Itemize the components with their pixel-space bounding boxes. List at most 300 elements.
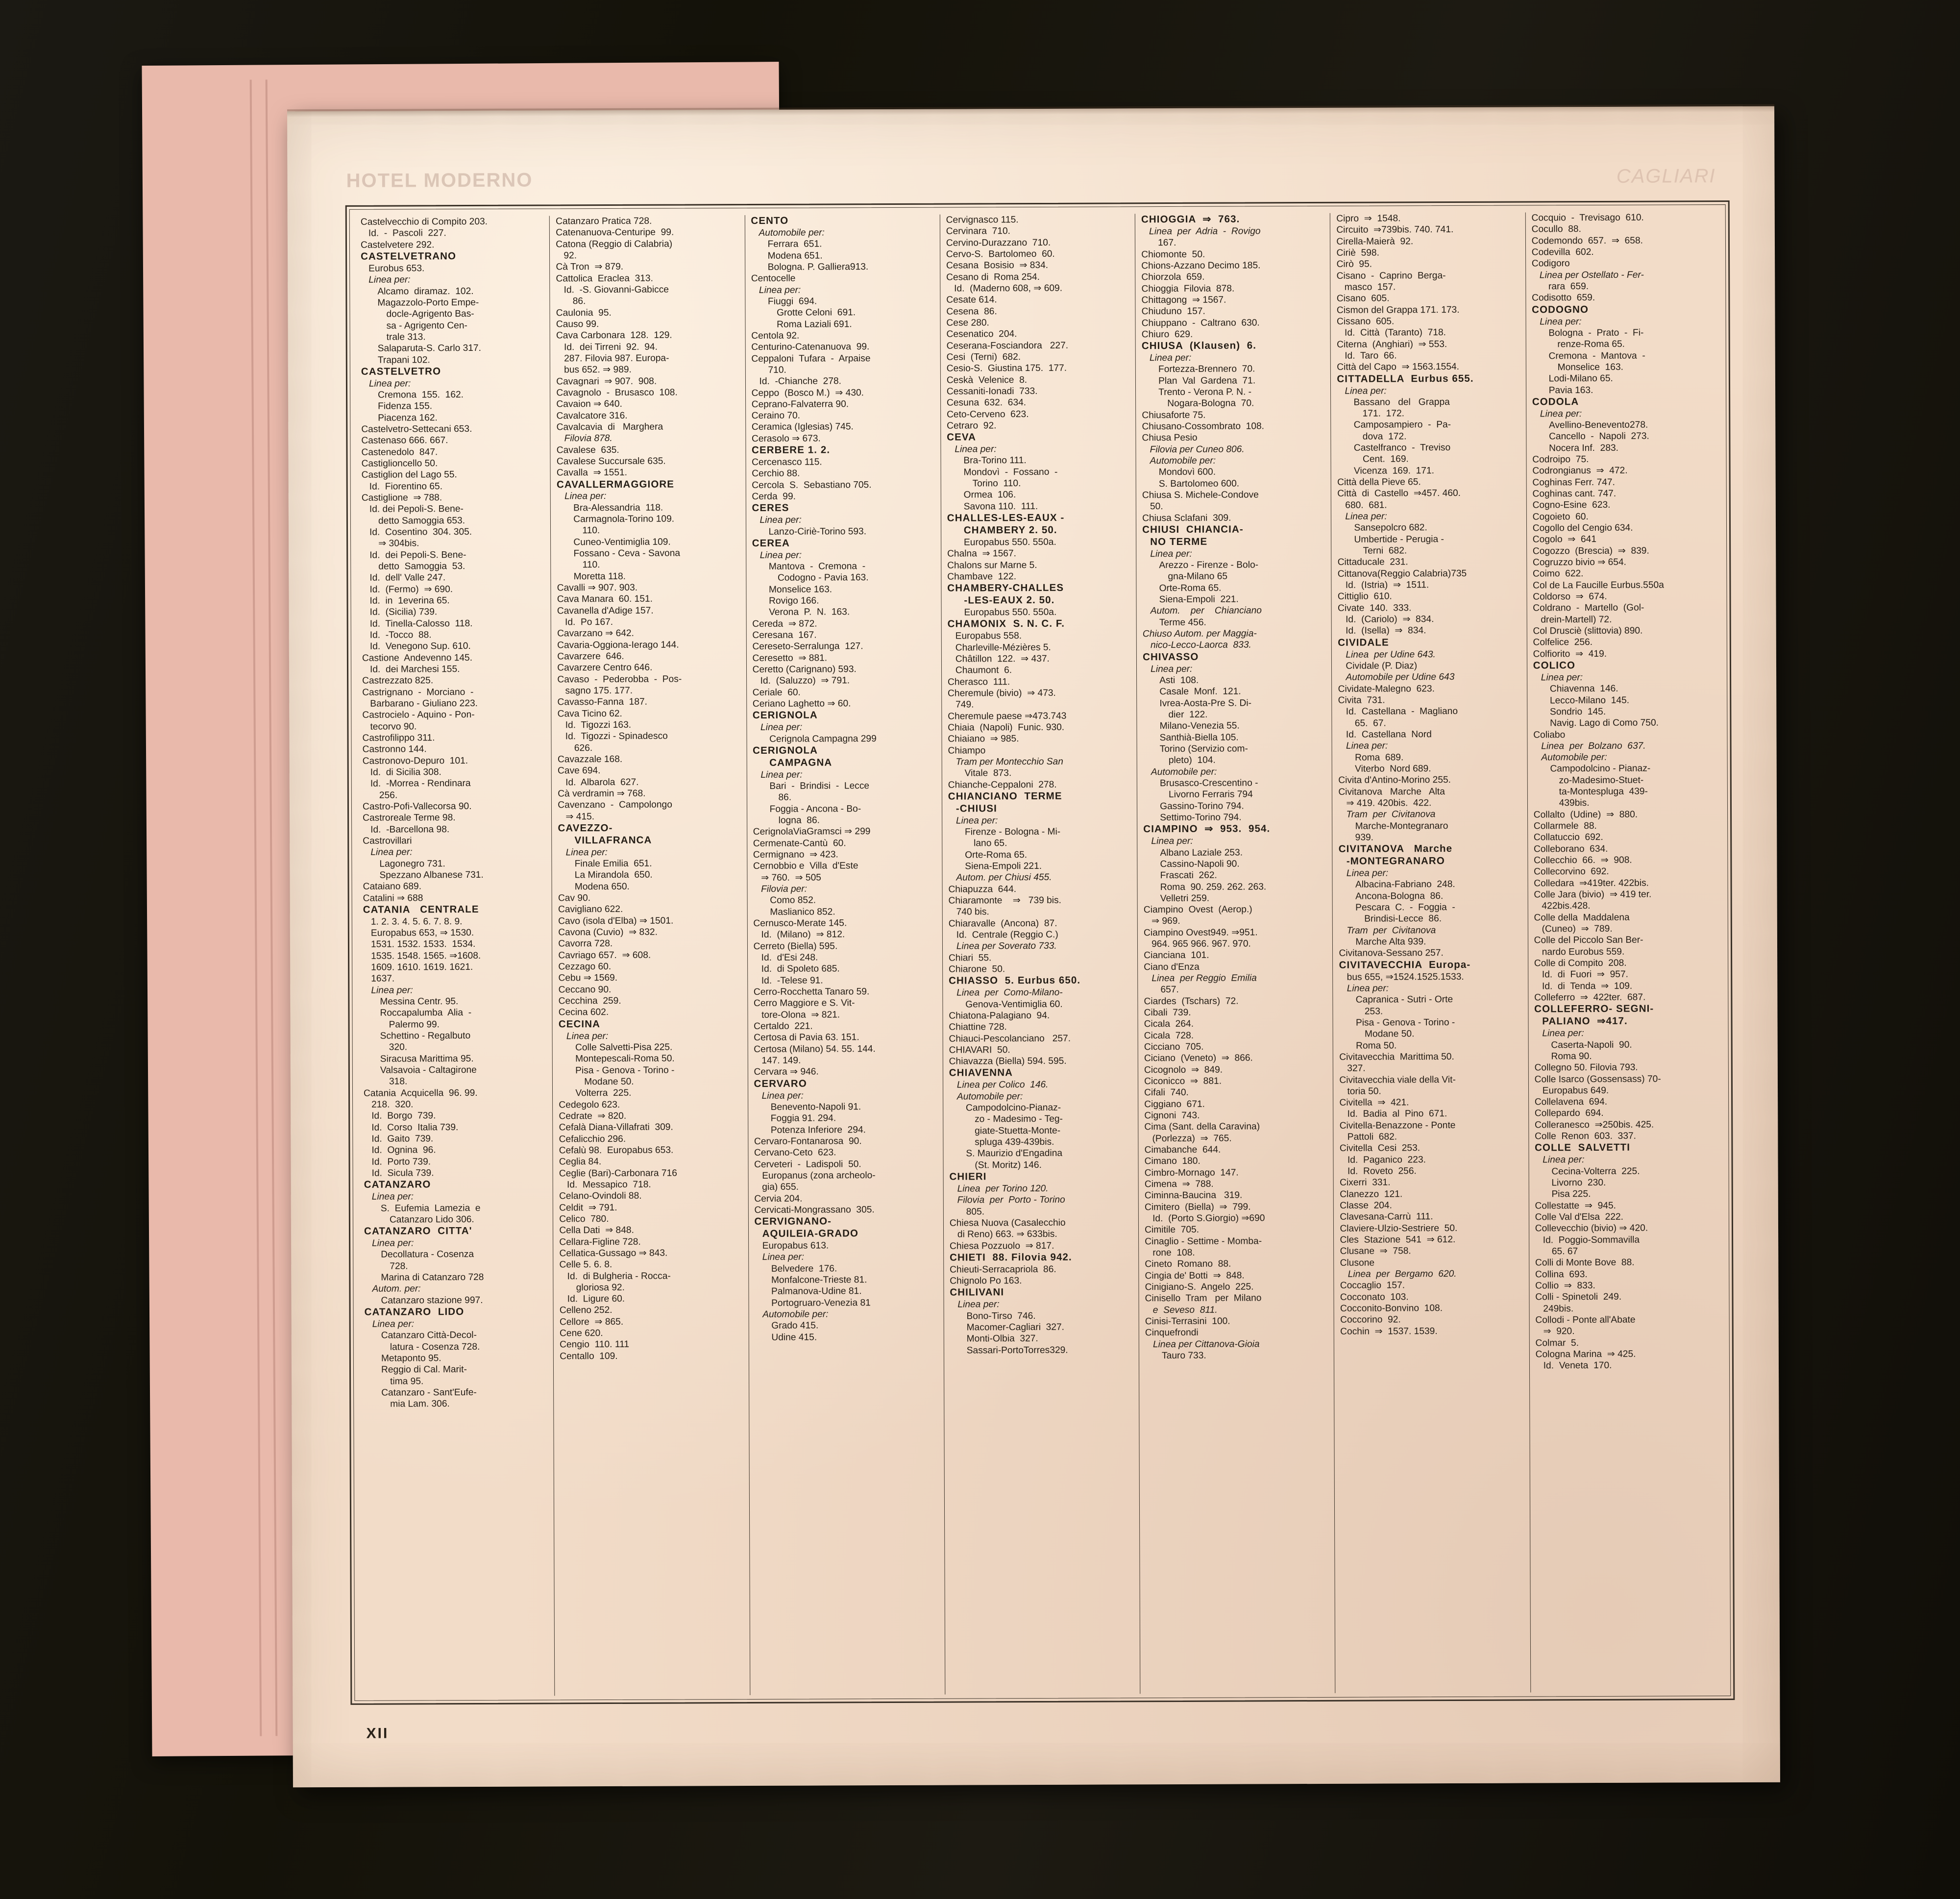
index-entry: Città del Capo ⇒ 1563.1554.: [1337, 362, 1460, 373]
index-entry: Automobile per Udine 643: [1346, 672, 1455, 683]
index-entry: Metaponto 95.: [381, 1353, 441, 1364]
index-entry: Castronovo-Depuro 101.: [362, 755, 468, 766]
index-entry: CITTADELLA Eurbus 655.: [1337, 372, 1474, 385]
index-entry: Chiapuzza 644.: [948, 884, 1017, 895]
index-entry: Palmanova-Udine 81.: [771, 1286, 862, 1297]
index-entry: spluga 439-439bis.: [975, 1136, 1054, 1148]
index-entry: ⇒ 969.: [1151, 916, 1180, 927]
index-entry: CHAMBERY-CHALLES: [947, 582, 1064, 594]
index-entry: Cezzago 60.: [558, 962, 612, 972]
index-entry: Colleborano 634.: [1533, 843, 1608, 855]
index-entry: Linea per:: [1540, 316, 1582, 327]
index-entry: 439bis.: [1559, 798, 1590, 809]
index-entry: 86.: [778, 792, 792, 803]
index-entry: Clanezzo 121.: [1340, 1189, 1403, 1200]
index-entry: Modane 50.: [1364, 1029, 1415, 1039]
index-entry: Codevilla 602.: [1531, 247, 1594, 258]
index-entry: Cavarzano ⇒ 642.: [557, 628, 634, 639]
index-entry: Cereseto-Serralunga 127.: [752, 641, 863, 652]
index-entry: Lanzo-Ciriè-Torino 593.: [768, 526, 867, 537]
index-entry: Cellara-Figline 728.: [559, 1236, 641, 1247]
index-entry: tima 95.: [390, 1376, 424, 1387]
index-entry: Chalna ⇒ 1567.: [947, 548, 1016, 559]
index-entry: Genova-Ventimiglia 60.: [965, 999, 1063, 1010]
index-entry: Udine 415.: [771, 1332, 817, 1343]
index-entry: Coliabo: [1533, 729, 1566, 740]
index-entry: Europabus 613.: [762, 1240, 829, 1251]
index-entry: Cà verdramin ⇒ 768.: [558, 788, 646, 799]
index-entry: Cerro Maggiore e S. Vit-: [753, 998, 855, 1009]
index-entry: Ceramica (Iglesias) 745.: [751, 421, 854, 433]
index-entry: 740 bis.: [956, 907, 989, 917]
index-entry: Capranica - Sutri - Orte: [1355, 994, 1453, 1005]
index-entry: Cocquio - Trevisago 610.: [1531, 212, 1644, 223]
index-entry: Cervara ⇒ 946.: [754, 1066, 819, 1078]
index-entry: Clusone: [1340, 1258, 1375, 1268]
index-entry: Id. -Barcellona 98.: [370, 824, 450, 835]
index-entry: Trento - Verona P. N. -: [1158, 387, 1252, 398]
index-entry: (St. Moritz) 146.: [975, 1159, 1042, 1171]
index-entry: Ceprano-Falvaterra 90.: [751, 399, 849, 410]
index-entry: Id. Tigozzi 163.: [565, 719, 632, 731]
index-entry: Europabus 558.: [955, 631, 1022, 641]
index-entry: Coghinas cant. 747.: [1532, 488, 1617, 499]
index-entry: Cermignano ⇒ 423.: [753, 849, 838, 861]
index-entry: Linea per:: [368, 378, 411, 389]
index-entry: Cetraro 92.: [947, 420, 997, 431]
index-entry: 253.: [1364, 1006, 1383, 1017]
index-entry: Linea per:: [1543, 1155, 1585, 1165]
index-entry: Id. dei Pepoli-S. Bene-: [369, 504, 464, 515]
index-entry: Chiaiano ⇒ 985.: [948, 734, 1019, 744]
index-entry: Cavalese 635.: [556, 444, 619, 455]
index-entry: Cavaria-Oggiona-Ierago 144.: [557, 640, 679, 651]
index-entry: Collegno 50. Filovia 793.: [1534, 1062, 1638, 1073]
index-entry: Cittanova(Reggio Calabria)735: [1337, 568, 1467, 579]
index-entry: 964. 965 966. 967. 970.: [1152, 938, 1251, 950]
index-entry: Linea per:: [760, 722, 803, 733]
page-number: XII: [366, 1725, 389, 1742]
index-entry: Certosa (Milano) 54. 55. 144.: [754, 1043, 876, 1055]
index-entry: Ceskà Velenice 8.: [946, 374, 1028, 386]
index-entry: Cimitero (Biella) ⇒ 799.: [1144, 1202, 1251, 1212]
index-entry: docle-Agrigento Bas-: [386, 309, 474, 320]
index-entry: Id. Centrale (Reggio C.): [956, 929, 1058, 940]
index-entry: Id. -Telese 91.: [761, 975, 823, 986]
index-entry: Pescara C. - Foggia -: [1355, 902, 1455, 913]
index-entry: Cavarzere 646.: [557, 651, 624, 662]
index-entry: Certaldo 221.: [754, 1021, 813, 1032]
index-entry: CHIAVENNA: [949, 1067, 1013, 1079]
index-entry: 680. 681.: [1345, 500, 1387, 511]
index-entry: Cefalà Diana-Villafrati 309.: [559, 1122, 673, 1133]
index-entry: Cavagnolo - Brusasco 108.: [556, 387, 678, 398]
index-entry: Id. Castellana - Magliano: [1346, 706, 1458, 717]
index-entry: Cignoni 743.: [1144, 1110, 1200, 1121]
index-entry: Id. Sicula 739.: [371, 1168, 434, 1179]
index-entry: Colleferro ⇒ 422ter. 687.: [1534, 992, 1646, 1003]
index-entry: Id. Venegono Sup. 610.: [369, 641, 471, 652]
index-entry: Linea per Adria - Rovigo: [1149, 226, 1261, 237]
index-entry: Cavalese Succursale 635.: [556, 456, 666, 467]
index-entry: Pisa - Genova - Torino -: [575, 1065, 675, 1076]
index-entry: Filovia 878.: [564, 433, 612, 444]
index-entry: Linea per:: [1540, 408, 1582, 419]
index-entry: Alcamo diramaz. 102.: [377, 286, 474, 297]
index-entry: Como 852.: [770, 895, 816, 906]
index-entry: Moretta 118.: [573, 571, 626, 582]
index-entry: Linea per:: [760, 769, 803, 780]
index-entry: Civate 140. 333.: [1337, 603, 1412, 614]
index-entry: Cipro ⇒ 1548.: [1336, 213, 1401, 224]
index-entry: Id. (Istria) ⇒ 1511.: [1345, 580, 1429, 591]
index-entry: CODOGNO: [1532, 303, 1589, 316]
index-entry: Causo 99.: [556, 319, 599, 330]
index-entry: Cimbro-Mornago 147.: [1144, 1167, 1239, 1178]
index-entry: Linea per:: [368, 274, 411, 285]
index-entry: Ciciano (Veneto) ⇒ 866.: [1144, 1053, 1253, 1064]
index-entry: Linea per:: [760, 550, 802, 561]
index-entry: Cimano 180.: [1144, 1156, 1200, 1167]
index-entry: Cogoieto 60.: [1532, 511, 1589, 522]
index-entry: Linea per:: [761, 1090, 804, 1101]
index-entry: -CHIUSI: [956, 803, 997, 814]
index-entry: Linea per:: [1542, 1028, 1584, 1039]
index-entry: Chiuppano - Caltrano 630.: [1141, 317, 1260, 328]
index-entry: Linea per:: [1151, 664, 1193, 674]
index-entry: Roccapalumba Alia -: [380, 1008, 472, 1019]
index-entry: Colle della Maddalena: [1534, 912, 1630, 923]
index-entry: Civita 731.: [1338, 695, 1385, 706]
index-entry: Linea per:: [1345, 385, 1387, 396]
index-entry: Avellino-Benevento278.: [1548, 419, 1648, 431]
index-entry: Civitavecchia Marittima 50.: [1339, 1051, 1454, 1062]
index-entry: Châtillon 122. ⇒ 437.: [955, 653, 1050, 665]
index-entry: Cefalicchio 296.: [559, 1134, 626, 1144]
index-entry: Castrofilippo 311.: [362, 733, 435, 743]
index-entry: 626.: [574, 742, 593, 753]
index-entry: Id. di Sicilia 308.: [370, 767, 441, 778]
index-entry: Santhià-Biella 105.: [1159, 732, 1239, 743]
index-entry: Ceresetto ⇒ 881.: [752, 653, 828, 664]
index-entry: CHIUSI CHIANCIA-: [1142, 523, 1244, 536]
index-entry: Tram per Civitanova: [1347, 925, 1436, 936]
index-entry: CHIETI 88. Filovia 942.: [950, 1251, 1072, 1263]
index-entry: Cinigiano-S. Angelo 225.: [1145, 1282, 1254, 1293]
index-entry: Ormea 106.: [963, 490, 1016, 500]
index-entry: Cinisello Tram per Milano: [1145, 1293, 1262, 1304]
index-entry: Albacina-Fabriano 248.: [1355, 879, 1455, 890]
index-entry: Cercenasco 115.: [752, 457, 822, 468]
index-entry: Cinisi-Terrasini 100.: [1145, 1316, 1230, 1327]
index-entry: Pattoli 682.: [1347, 1132, 1397, 1142]
index-entry: CHIANCIANO TERME: [948, 790, 1062, 802]
index-entry: Reggio di Cal. Marit-: [381, 1364, 467, 1375]
index-entry: Europabus 550. 550a.: [964, 607, 1057, 618]
index-entry: Pisa 225.: [1551, 1189, 1591, 1200]
index-entry: Id. dei Pepoli-S. Bene-: [369, 549, 466, 561]
index-entry: CHIAVARI 50.: [949, 1044, 1010, 1056]
index-entry: Cesate 614.: [946, 295, 997, 305]
index-entry: Codrongianus ⇒ 472.: [1532, 466, 1628, 476]
index-entry: giate-Stuetta-Monte-: [975, 1125, 1061, 1136]
index-entry: Linea per Udine 643.: [1346, 649, 1436, 660]
index-entry: Celdit ⇒ 791.: [559, 1202, 617, 1213]
index-entry: Chiavenna 146.: [1549, 684, 1618, 694]
index-entry: Cecchina 259.: [558, 995, 621, 1007]
index-entry: masco 157.: [1344, 282, 1396, 293]
index-entry: Cercola S. Sebastiano 705.: [752, 479, 872, 491]
index-entry: Linea per Ostellato - Fer-: [1539, 270, 1644, 281]
index-entry: Cedrate ⇒ 820.: [559, 1110, 627, 1122]
index-entry: Automobile per:: [956, 1091, 1023, 1102]
index-entry: Castiglion del Lago 55.: [361, 469, 457, 481]
index-entry: di Reno) 663. ⇒ 633bis.: [957, 1229, 1057, 1240]
index-entry: CIAMPINO ⇒ 953. 954.: [1143, 823, 1271, 835]
index-entry: Cremona 155. 162.: [378, 390, 464, 400]
index-entry: Castenaso 666. 667.: [361, 435, 448, 446]
index-entry: Ceriale 60.: [752, 687, 801, 698]
index-entry: Cavalcatore 316.: [556, 410, 628, 421]
index-entry: Coccaglio 157.: [1340, 1280, 1405, 1291]
index-entry: Cessaniti-Ionadi 733.: [946, 386, 1038, 397]
index-entry: Colledara ⇒419ter. 422bis.: [1534, 878, 1649, 889]
index-entry: Modena 650.: [574, 881, 630, 892]
index-entry: Tram per Civitanova: [1346, 809, 1436, 820]
index-entry: Cancello - Napoli 273.: [1549, 431, 1649, 442]
index-entry: Cavigliano 622.: [558, 904, 623, 915]
index-entry: Cirella-Maierà 92.: [1336, 236, 1414, 247]
index-entry: Ceriano Laghetto ⇒ 60.: [752, 698, 851, 710]
index-entry: La Mirandola 650.: [574, 870, 653, 881]
index-entry: Castrovillari: [363, 836, 412, 846]
index-entry: Col de La Faucille Eurbus.550a: [1533, 580, 1664, 591]
index-entry: Brindisi-Lecce 86.: [1364, 913, 1442, 924]
index-entry: Chiusa S. Michele-Condove: [1142, 490, 1259, 501]
index-entry: Collodi - Ponte all'Abate: [1535, 1314, 1636, 1326]
index-entry: Centocelle: [751, 273, 796, 284]
index-entry: CAVEZZO-: [558, 822, 613, 834]
index-entry: Id. - Pascoli 227.: [368, 228, 446, 239]
index-entry: Europanus (zona archeolo-: [762, 1170, 876, 1181]
index-entry: Coccorino 92.: [1340, 1314, 1401, 1326]
index-entry: Cereda ⇒ 872.: [752, 618, 817, 629]
index-entry: COLLEFERRO- SEGNI-: [1534, 1003, 1654, 1015]
index-entry: Foggia - Ancona - Bo-: [769, 804, 861, 814]
index-entry: 65. 67.: [1354, 718, 1386, 729]
index-entry: Linea per:: [1541, 672, 1583, 683]
index-entry: Cesenatico 204.: [946, 329, 1017, 340]
index-entry: Automobile per:: [1151, 766, 1217, 777]
index-entry: 1637.: [371, 973, 395, 985]
index-entry: Cesano di Roma 254.: [946, 271, 1040, 283]
index-entry: Ancona-Bologna 86.: [1355, 890, 1444, 902]
index-entry: Foggia 91. 294.: [770, 1113, 836, 1124]
index-entry: rara 659.: [1548, 281, 1589, 292]
index-entry: Eurobus 653.: [368, 263, 425, 274]
index-entry: Chioggia Filovia 878.: [1141, 283, 1235, 294]
index-entry: Autom. per:: [372, 1283, 421, 1295]
index-entry: Cervino-Durazzano 710.: [946, 237, 1051, 248]
index-entry: Cermenate-Cantù 60.: [753, 838, 846, 849]
index-entry: Benevento-Napoli 91.: [770, 1102, 861, 1112]
index-entry: Collio ⇒ 833.: [1535, 1280, 1595, 1291]
index-entry: Lecco-Milano 145.: [1549, 695, 1630, 706]
index-entry: Città di Castello ⇒457. 460.: [1337, 488, 1461, 499]
index-entry: Linea per:: [566, 1031, 609, 1041]
index-entry: Cesana Bosisio ⇒ 834.: [946, 260, 1049, 271]
index-entry: Chiusaforte 75.: [1142, 410, 1206, 420]
index-entry: Velletri 259.: [1160, 893, 1210, 904]
index-entry: Cavarzere Centro 646.: [557, 663, 653, 673]
index-entry: Cervo-S. Bartolomeo 60.: [946, 248, 1055, 260]
index-entry: Verona P. N. 163.: [769, 607, 850, 618]
index-entry: Bono-Tirso 746.: [966, 1310, 1036, 1322]
index-entry: 1. 2. 3. 4. 5. 6. 7. 8. 9.: [370, 916, 463, 927]
index-entry: Id. Porto 739.: [371, 1156, 431, 1167]
index-entry: e Seveso 811.: [1152, 1305, 1218, 1315]
index-entry: Ciano d'Enza: [1144, 962, 1200, 973]
index-entry: CIVIDALE: [1338, 637, 1389, 648]
index-entry: Ceretto (Carignano) 593.: [752, 664, 857, 675]
index-entry: Cifali 740.: [1144, 1087, 1189, 1098]
index-entry: Nocera Inf. 283.: [1549, 443, 1619, 454]
index-entry: Catona (Reggio di Calabria): [556, 239, 673, 250]
index-entry: Id. (Isella) ⇒ 834.: [1346, 625, 1426, 637]
index-entry: Ciconicco ⇒ 881.: [1144, 1076, 1222, 1087]
index-entry: Cavalla ⇒ 1551.: [556, 468, 628, 478]
index-entry: Id. Messapico 718.: [566, 1179, 651, 1190]
index-entry: Arezzo - Firenze - Bolo-: [1159, 560, 1259, 571]
index-entry: Id. Albarola 627.: [565, 777, 639, 788]
index-entry: Campodolcino-Pianaz-: [965, 1102, 1061, 1113]
index-entry: Linea per Reggio Emilia: [1152, 973, 1257, 984]
index-entry: Chiomonte 50.: [1141, 249, 1205, 260]
index-entry: Chiaia (Napoli) Funic. 930.: [948, 722, 1065, 733]
index-entry: Linea per Bolzano 637.: [1541, 740, 1646, 752]
index-entry: Castelfranco - Treviso: [1353, 443, 1451, 453]
index-entry: Chignolo Po 163.: [950, 1276, 1022, 1286]
index-entry: Linea per:: [760, 515, 802, 526]
index-entry: CEREA: [752, 537, 790, 549]
index-entry: CECINA: [558, 1018, 601, 1030]
index-entry: Cattolica Eraclea 313.: [556, 273, 653, 284]
index-entry: Ceppo (Bosco M.) ⇒ 430.: [751, 387, 864, 398]
index-entry: Roma 90. 259. 262. 263.: [1160, 881, 1267, 892]
index-entry: Codroipo 75.: [1532, 454, 1589, 465]
index-entry: Chambave 122.: [947, 571, 1017, 582]
index-entry: bus 655, ⇒1524.1525.1533.: [1347, 971, 1464, 983]
index-entry: Europabus 550. 550a.: [963, 537, 1056, 548]
index-entry: Linea per:: [565, 847, 608, 858]
index-entry: 50.: [1150, 501, 1163, 512]
index-entry: Linea per:: [372, 1238, 414, 1249]
index-entry: CASTELVETRANO: [361, 250, 457, 262]
index-entry: 805.: [966, 1206, 985, 1217]
index-entry: logna 86.: [778, 815, 820, 826]
index-entry: 86.: [572, 296, 586, 307]
index-entry: Cismon del Grappa 171. 173.: [1336, 304, 1460, 316]
index-entry: Cittiglio 610.: [1337, 591, 1392, 602]
index-entry: Id. Città (Taranto) 718.: [1345, 327, 1446, 339]
index-entry: Ivrea-Aosta-Pre S. Di-: [1159, 698, 1252, 709]
index-entry: AQUILEIA-GRADO: [762, 1228, 859, 1240]
printed-page: [287, 106, 1780, 1788]
index-entry: Coghinas Ferr. 747.: [1532, 477, 1615, 488]
index-entry: Cavazzale 168.: [557, 754, 623, 765]
index-entry: mia Lam. 306.: [390, 1399, 450, 1409]
index-entry: Fossano - Ceva - Savona: [573, 548, 681, 559]
index-entry: Piacenza 162.: [378, 412, 438, 423]
index-entry: Cividale (P. Diaz): [1346, 661, 1418, 671]
index-entry: Linea per Como-Milano-: [956, 987, 1063, 998]
index-entry: Id. (Fermo) ⇒ 690.: [369, 584, 453, 595]
index-entry: dier 122.: [1168, 709, 1208, 720]
index-entry: Caserta-Napoli 90.: [1551, 1039, 1632, 1050]
index-entry: Cavasso-Fanna 187.: [557, 697, 648, 708]
index-entry: drein-Martell) 72.: [1541, 614, 1612, 625]
index-entry: Cologna Marina ⇒ 425.: [1535, 1349, 1636, 1360]
index-entry: Maslianico 852.: [770, 907, 835, 917]
index-entry: Camposampiero - Pa-: [1353, 419, 1451, 431]
index-entry: Chianche-Ceppaloni 278.: [948, 779, 1057, 790]
index-entry: Cavaion ⇒ 640.: [556, 399, 622, 410]
index-entry: Catalini ⇒ 688: [363, 892, 423, 904]
index-entry: Certosa di Pavia 63. 151.: [754, 1032, 859, 1043]
index-entry: gna-Milano 65: [1168, 571, 1228, 582]
index-entry: Cisano 605.: [1336, 293, 1390, 304]
index-entry: Cava Carbonara 128. 129.: [556, 330, 672, 341]
index-entry: Chiusa Pesio: [1142, 433, 1198, 444]
index-entry: Colle Val d'Elsa 222.: [1535, 1211, 1624, 1223]
index-entry: CATANZARO CITTA': [364, 1225, 472, 1237]
index-entry: Id. Corso Italia 739.: [371, 1122, 459, 1133]
index-entry: Cerignola Campagna 299: [769, 733, 877, 744]
index-entry: Cocconato 103.: [1340, 1292, 1409, 1303]
index-entry: CERIGNOLA: [752, 709, 818, 721]
index-entry: Finale Emilia 651.: [574, 858, 652, 869]
index-entry: COLLE SALVETTI: [1535, 1142, 1631, 1154]
index-entry: Colle di Compito 208.: [1534, 958, 1627, 969]
index-entry: Pavia 163.: [1548, 385, 1593, 395]
index-entry: Cefalù 98. Europabus 653.: [559, 1145, 674, 1156]
index-entry: Fidenza 155.: [378, 401, 433, 412]
index-entry: Cavorra 728.: [558, 938, 613, 949]
index-entry: Ceserana-Fosciandora 227.: [946, 340, 1069, 351]
index-entry: Modane 50.: [584, 1076, 634, 1087]
index-entry: Gassino-Torino 794.: [1160, 801, 1244, 812]
index-entry: ⇒ 920.: [1543, 1326, 1575, 1337]
index-entry: Linea per Soverato 733.: [956, 941, 1057, 952]
index-entry: Cesio-S. Giustina 175. 177.: [946, 363, 1067, 374]
index-entry: Id. -S. Giovanni-Gabicce: [564, 284, 669, 296]
index-entry: 110.: [582, 560, 600, 570]
index-entry: Settimo-Torino 794.: [1160, 812, 1242, 823]
index-entry: Collestatte ⇒ 945.: [1535, 1200, 1616, 1211]
index-entry: Chiaravalle (Ancona) 87.: [948, 918, 1057, 929]
index-entry: 249bis.: [1543, 1303, 1574, 1314]
index-entry: Cecina-Volterra 225.: [1551, 1166, 1640, 1177]
index-entry: Id. in 1everina 65.: [369, 595, 450, 606]
index-entry: Cherasco 111.: [947, 676, 1010, 688]
index-entry: Cesi (Terni) 682.: [946, 352, 1021, 363]
index-entry: sagno 175. 177.: [565, 685, 633, 696]
index-entry: Asti 108.: [1159, 675, 1199, 686]
index-entry: 256.: [379, 790, 398, 801]
index-entry: Schettino - Regalbuto: [380, 1031, 471, 1041]
index-entry: Città della Pieve 65.: [1337, 477, 1421, 488]
index-entry: Grado 415.: [771, 1320, 819, 1332]
